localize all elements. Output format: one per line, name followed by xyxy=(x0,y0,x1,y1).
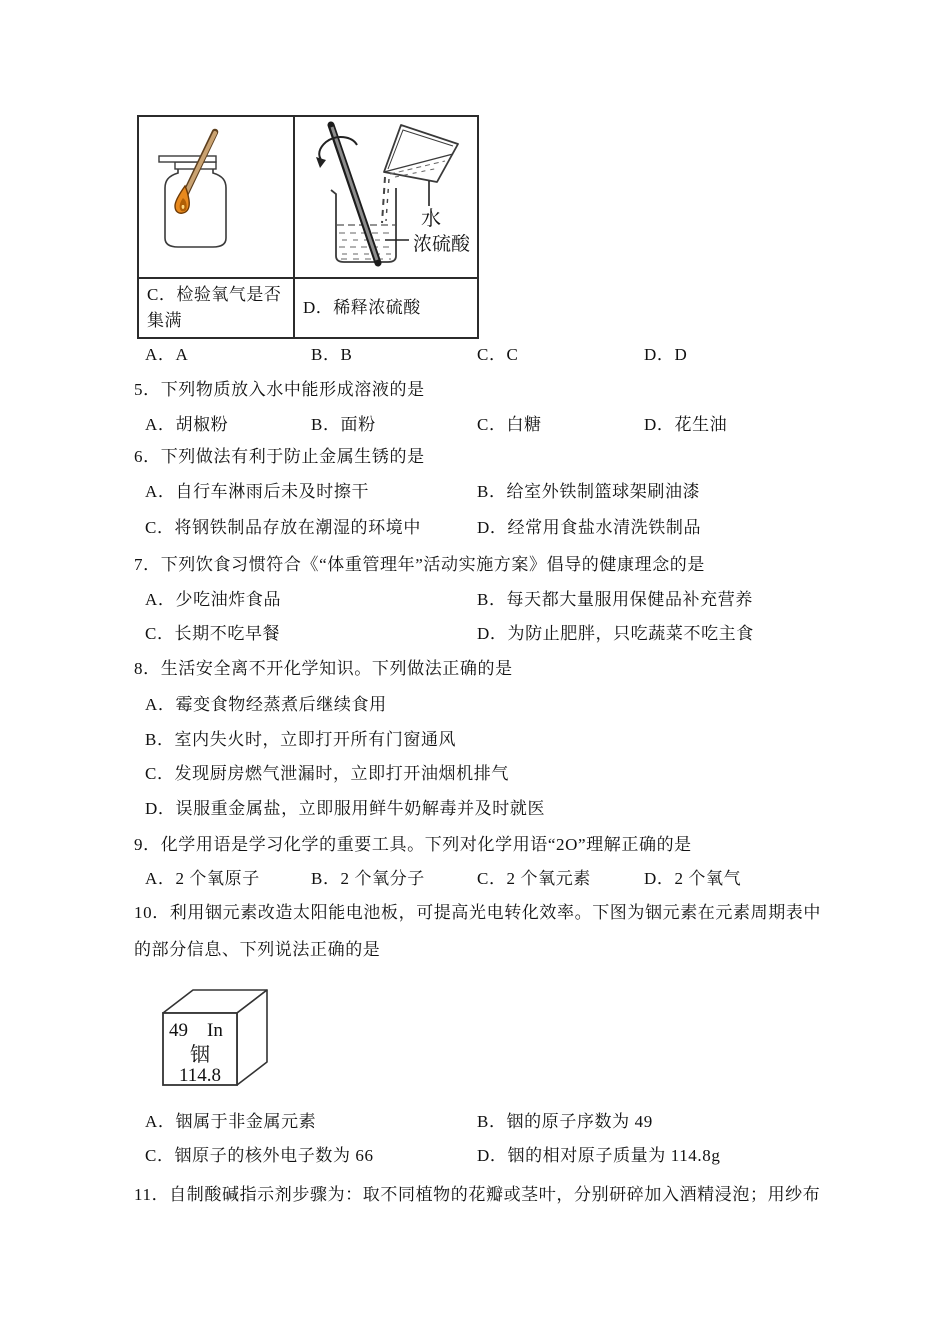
q5-option-d: D．花生油 xyxy=(644,415,728,434)
q8-option-c: C．发现厨房燃气泄漏时，立即打开油烟机排气 xyxy=(145,764,509,783)
dilute-acid-figure xyxy=(295,117,477,275)
q8-option-d: D．误服重金属盐，立即服用鲜牛奶解毒并及时就医 xyxy=(145,799,546,818)
q7-option-a: A．少吃油炸食品 xyxy=(145,590,282,609)
q5-option-a: A．胡椒粉 xyxy=(145,415,229,434)
q10-option-c: C．铟原子的核外电子数为 66 xyxy=(145,1146,374,1165)
question-10-stem-line1: 10．利用铟元素改造太阳能电池板，可提高光电转化效率。下图为铟元素在元素周期表中 xyxy=(134,903,821,922)
q7-option-b: B．每天都大量服用保健品补充营养 xyxy=(477,590,753,609)
q9-option-c: C．2 个氧元素 xyxy=(477,869,591,888)
question-9-stem: 9．化学用语是学习化学的重要工具。下列对化学用语“2O”理解正确的是 xyxy=(134,835,692,854)
q9-option-b: B．2 个氧分子 xyxy=(311,869,425,888)
water-label: 水 xyxy=(421,208,441,230)
q6-option-b: B．给室外铁制篮球架刷油漆 xyxy=(477,482,701,501)
element-name: 铟 xyxy=(190,1044,210,1066)
q8-option-b: B．室内失火时，立即打开所有门窗通风 xyxy=(145,730,457,749)
q5-option-b: B．面粉 xyxy=(311,415,376,434)
q4-option-a: A．A xyxy=(145,345,189,364)
q6-option-d: D．经常用食盐水清洗铁制品 xyxy=(477,518,702,537)
q9-option-a: A．2 个氧原子 xyxy=(145,869,260,888)
element-symbol: In xyxy=(207,1020,223,1041)
q4-option-c: C．C xyxy=(477,345,519,364)
q7-option-c: C．长期不吃早餐 xyxy=(145,624,281,643)
acid-label: 浓硫酸 xyxy=(413,234,471,255)
pouring-cup xyxy=(384,125,458,182)
figure-caption-c: C．检验氧气是否集满 xyxy=(139,277,295,337)
question-7-stem: 7．下列饮食习惯符合《“体重管理年”活动实施方案》倡导的健康理念的是 xyxy=(134,555,705,574)
q4-option-d: D．D xyxy=(644,345,688,364)
q9-option-d: D．2 个氧气 xyxy=(644,869,742,888)
q10-option-a: A．铟属于非金属元素 xyxy=(145,1112,317,1131)
figure-cell-c-image xyxy=(139,117,295,277)
q6-option-c: C．将钢铁制品存放在潮湿的环境中 xyxy=(145,518,421,537)
figure-caption-d: D．稀释浓硫酸 xyxy=(295,277,477,337)
water-stream xyxy=(382,177,385,223)
oxygen-test-figure xyxy=(139,117,291,275)
element-mass: 114.8 xyxy=(178,1065,222,1086)
figure-cell-d-image xyxy=(295,117,477,277)
q5-option-c: C．白糖 xyxy=(477,415,542,434)
question-6-stem: 6．下列做法有利于防止金属生锈的是 xyxy=(134,447,425,466)
q10-option-b: B．铟的原子序数为 49 xyxy=(477,1112,653,1131)
q7-option-d: D．为防止肥胖，只吃蔬菜不吃主食 xyxy=(477,624,754,643)
figure-table xyxy=(137,115,479,339)
q4-option-b: B．B xyxy=(311,345,353,364)
q8-option-a: A．霉变食物经蒸煮后继续食用 xyxy=(145,695,387,714)
question-8-stem: 8．生活安全离不开化学知识。下列做法正确的是 xyxy=(134,659,513,678)
question-11-stem: 11．自制酸碱指示剂步骤为：取不同植物的花瓣或茎叶，分别研碎加入酒精浸泡；用纱布 xyxy=(134,1185,821,1204)
q10-option-d: D．铟的相对原子质量为 114.8g xyxy=(477,1146,721,1165)
element-atomic-number: 49 xyxy=(169,1020,188,1041)
question-5-stem: 5．下列物质放入水中能形成溶液的是 xyxy=(134,380,425,399)
indium-element-cube xyxy=(150,980,290,1100)
question-10-stem-line2: 的部分信息、下列说法正确的是 xyxy=(134,940,381,959)
q6-option-a: A．自行车淋雨后未及时擦干 xyxy=(145,482,370,501)
